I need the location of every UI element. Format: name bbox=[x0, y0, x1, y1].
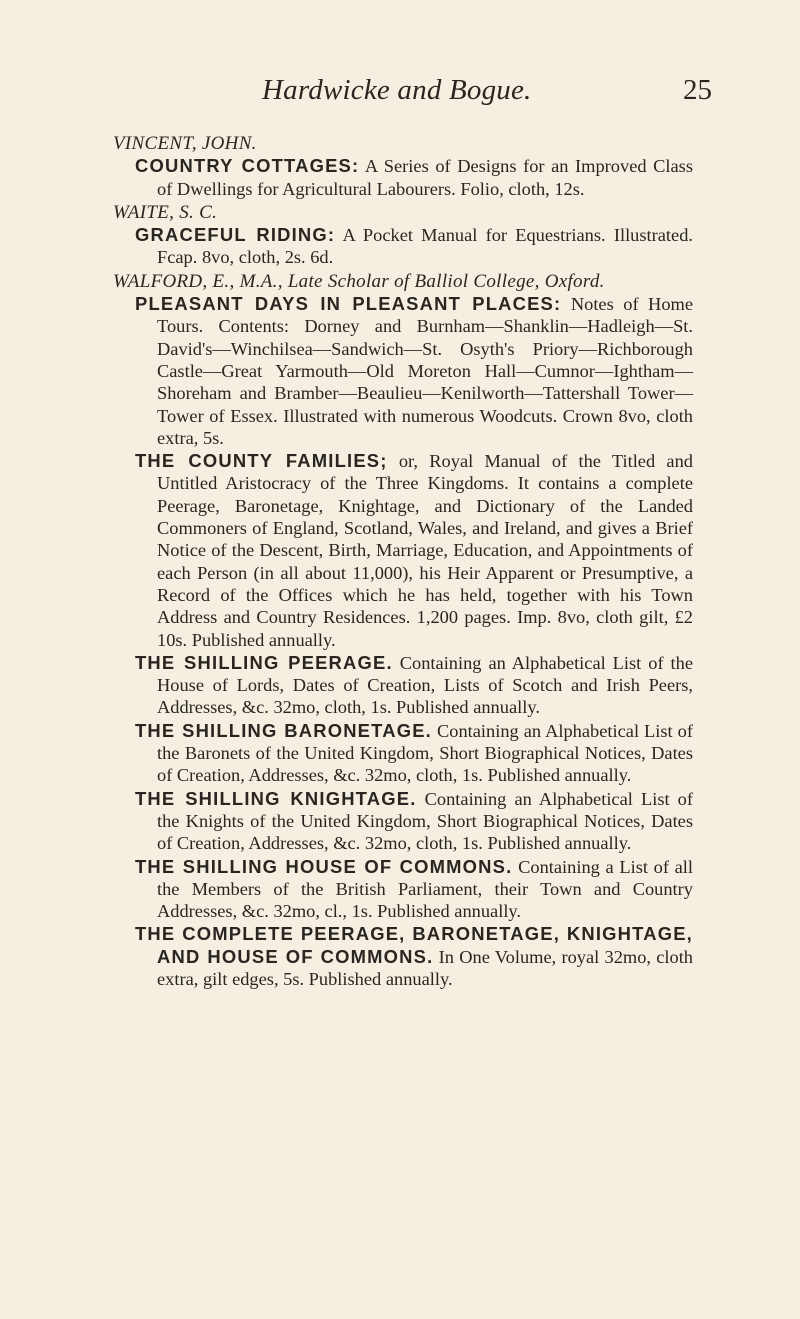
book-description: In One Volume, royal 32mo, cloth extra, gilt edges, 5s. Published annually. bbox=[157, 946, 693, 989]
book-title: THE COUNTY FAMILIES; bbox=[135, 450, 388, 472]
book-entry bbox=[135, 293, 693, 449]
catalogue-entries bbox=[113, 131, 693, 990]
book-title: THE SHILLING PEERAGE. bbox=[135, 651, 393, 673]
running-title: Hardwicke and Bogue. bbox=[262, 74, 532, 106]
book-entry bbox=[135, 923, 693, 990]
book-entry bbox=[135, 788, 693, 855]
book-entry bbox=[135, 856, 693, 923]
book-title: GRACEFUL RIDING: bbox=[135, 224, 336, 246]
book-title: THE SHILLING KNIGHTAGE. bbox=[135, 787, 417, 809]
book-description: or, Royal Manual of the Titled and Untitled Aristocracy of the Three Kingdoms. It contains a complete Peerage, Baronetage, Knightage, and Dictionary of the Landed Commoners of England, Scotland, Wales, and Ireland, and gives a Brief Notice of the Descent, Birth, Marriage, Education, and Appointments of each Person (in all about 11,000), his Heir Apparent or Presumptive, a Record of the Offices which he has held, together with his Town Address and Country Residences. 1,200 pages. Imp. 8vo, cloth gilt, £2 10s. Published annually. bbox=[157, 451, 693, 650]
book-description: Containing an Alphabetical List of the Knights of the United Kingdom, Short Biographical Notices, Dates of Creation, Addresses, &c. 32mo, cloth, 1s. Published annually. bbox=[157, 788, 694, 854]
author-heading: WALFORD, E., M.A., Late Scholar of Balliol College, Oxford. bbox=[113, 270, 605, 292]
book-entry bbox=[135, 155, 693, 200]
book-description: Containing a List of all the Members of the British Parliament, their Town and Country Addresses, &c. 32mo, cl., 1s. Published annually. bbox=[157, 856, 693, 922]
book-title: THE SHILLING HOUSE OF COMMONS. bbox=[135, 855, 513, 877]
author-heading: WAITE, S. C. bbox=[113, 201, 218, 223]
book-description: Containing an Alphabetical List of the House of Lords, Dates of Creation, Lists of Scotch and Irish Peers, Addresses, &c. 32mo, cloth, 1s. Published annually. bbox=[157, 652, 694, 718]
book-description: Containing an Alphabetical List of the Baronets of the United Kingdom, Short Biographical Notices, Dates of Creation, Addresses, &c. 32mo, cloth, 1s. Published annually. bbox=[157, 720, 693, 786]
book-entry bbox=[135, 652, 693, 719]
running-head bbox=[0, 70, 800, 110]
book-title: THE SHILLING BARONETAGE. bbox=[135, 719, 432, 741]
book-title: COUNTRY COTTAGES: bbox=[135, 155, 360, 177]
book-entry bbox=[135, 720, 693, 787]
book-description: A Series of Designs for an Improved Class of Dwellings for Agricultural Labourers. Folio, cloth, 12s. bbox=[157, 156, 693, 199]
author-heading: VINCENT, JOHN. bbox=[113, 133, 257, 154]
book-title: THE COMPLETE PEERAGE, BARONETAGE, KNIGHTAGE, AND HOUSE OF COMMONS. bbox=[135, 923, 693, 967]
book-description: A Pocket Manual for Equestrians. Illustrated. Fcap. 8vo, cloth, 2s. 6d. bbox=[157, 225, 693, 268]
book-description: Notes of Home Tours. Contents: Dorney and Burnham—Shanklin—Hadleigh—St. David's—Winchilsea—Sandwich—St. Osyth's Priory—Richborough Castle—Great Yarmouth—Old Moreton Hall—Cumnor—Ightham—Shoreham and Bramber—Beaulieu—Kenilworth—Tattershall Tower—Tower of Essex. Illustrated with numerous Woodcuts. Crown 8vo, cloth extra, 5s. bbox=[157, 294, 693, 448]
page-number: 25 bbox=[683, 74, 712, 106]
book-entry bbox=[135, 224, 693, 269]
book-entry bbox=[135, 450, 693, 651]
book-title: PLEASANT DAYS IN PLEASANT PLACES: bbox=[135, 293, 562, 315]
